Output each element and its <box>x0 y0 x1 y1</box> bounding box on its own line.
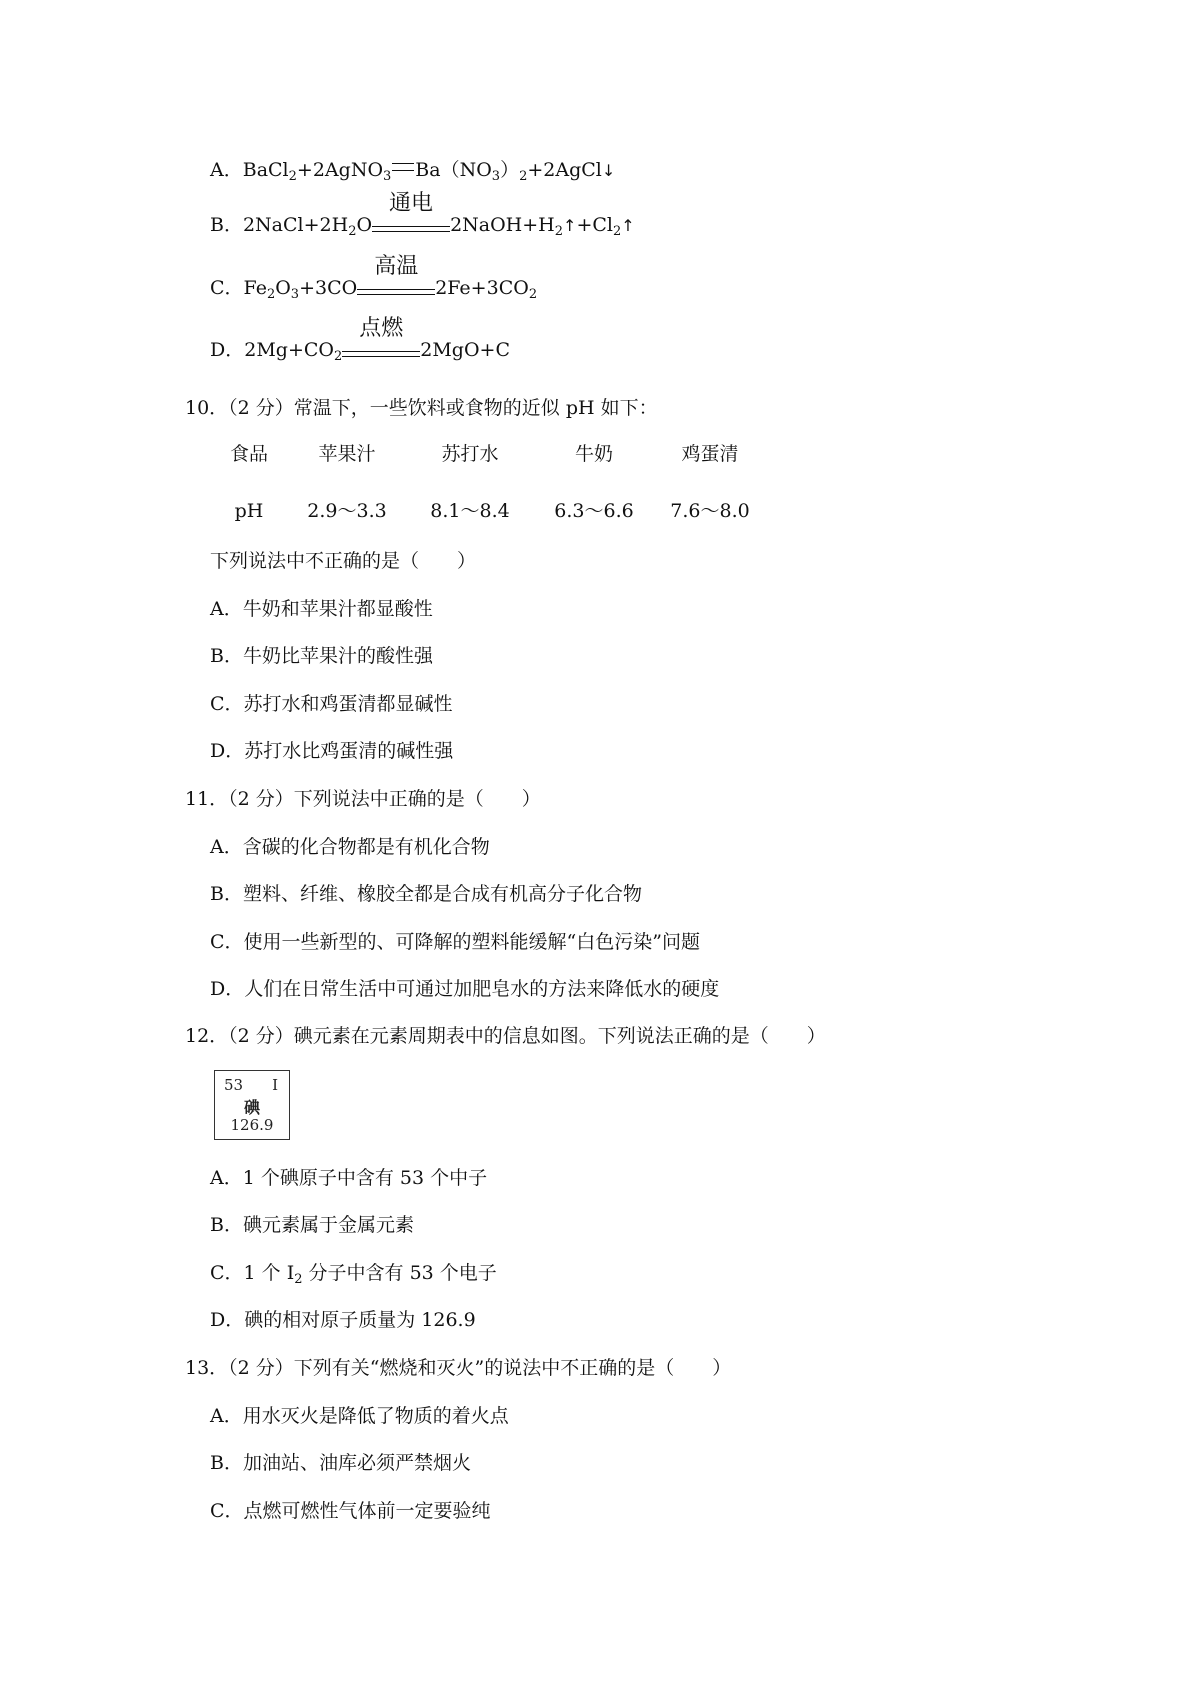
q12-option-c: C．1 个 $I_2$ 分子中含有 53 个电子 <box>210 1262 497 1287</box>
q9-option-a: A．BaCl$_2$+2AgNO$_3$ $Ba(NO_3)_2+2AgCl↓$ <box>210 159 616 184</box>
q9-option-c: C．$Fe_2O_3+3CO$ 高温 $2Fe+3CO_2$ <box>210 254 538 302</box>
q11-option-b: B．塑料、纤维、橡胶全都是合成有机高分子化合物 <box>210 883 642 905</box>
reaction-condition: 通电 <box>372 213 450 237</box>
q13-option-a: A．用水灭火是降低了物质的着火点 <box>210 1405 509 1427</box>
table-cell: 8.1～8.4 <box>430 500 510 522</box>
q12-option-d: D．碘的相对原子质量为 126.9 <box>210 1309 476 1331</box>
q11-option-d: D．人们在日常生活中可通过加肥皂水的方法来降低水的硬度 <box>210 978 720 1000</box>
table-cell: 6.3～6.6 <box>554 500 634 522</box>
table-header-cell: 食品 <box>229 443 268 465</box>
q11-stem: 11．（2 分）下列说法中正确的是（ ） <box>185 788 541 810</box>
table-header-cell: 苹果汁 <box>318 443 376 465</box>
q11-option-c: C．使用一些新型的、可降解的塑料能缓解“白色污染”问题 <box>210 931 700 953</box>
q10-option-a: A．牛奶和苹果汁都显酸性 <box>210 598 433 620</box>
q13-stem: 13．（2 分）下列有关“燃烧和灭火”的说法中不正确的是（ ） <box>185 1357 732 1379</box>
reaction-condition: 高温 <box>357 276 435 300</box>
q12-option-a: A．1 个碘原子中含有 53 个中子 <box>210 1167 488 1189</box>
q12-option-b: B．碘元素属于金属元素 <box>210 1214 414 1236</box>
q10-option-d: D．苏打水比鸡蛋清的碱性强 <box>210 740 454 762</box>
up-arrow-icon: ↑ <box>621 216 635 235</box>
table-header-cell: 鸡蛋清 <box>681 443 739 465</box>
periodic-element-card <box>214 1070 290 1140</box>
up-arrow-icon: ↑ <box>563 216 577 235</box>
table-header-cell: 苏打水 <box>441 443 499 465</box>
q10-option-b: B．牛奶比苹果汁的酸性强 <box>210 645 433 667</box>
q10-option-c: C．苏打水和鸡蛋清都显碱性 <box>210 693 453 715</box>
q11-option-a: A．含碳的化合物都是有机化合物 <box>210 836 490 858</box>
table-cell: 7.6～8.0 <box>670 500 750 522</box>
atomic-number: 53 <box>224 1076 244 1094</box>
table-cell: pH <box>234 500 264 522</box>
table-cell: 2.9～3.3 <box>307 500 387 522</box>
equals-sign <box>392 163 414 171</box>
q10-prompt: 下列说法中不正确的是（ ） <box>210 550 477 572</box>
element-symbol: I <box>272 1076 278 1094</box>
element-name: 碘 <box>243 1098 260 1117</box>
atomic-mass: 126.9 <box>230 1116 274 1134</box>
q13-option-b: B．加油站、油库必须严禁烟火 <box>210 1452 471 1474</box>
down-arrow-icon: ↓ <box>601 161 616 180</box>
q12-stem: 12．（2 分）碘元素在元素周期表中的信息如图。下列说法正确的是（ ） <box>185 1025 826 1047</box>
table-header-cell: 牛奶 <box>574 443 613 465</box>
q9-option-d: D．$2Mg+CO_2$ 点燃 2MgO+C <box>210 316 511 364</box>
reaction-condition: 点燃 <box>342 338 420 362</box>
q9-option-b: B．$2NaCl+2H_2O$ 通电 $2NaOH+H_2↑+Cl_2↑$ <box>210 191 635 239</box>
q10-stem: 10．（2 分）常温下，一些饮料或食物的近似 pH 如下： <box>185 397 658 419</box>
q13-option-c: C．点燃可燃性气体前一定要验纯 <box>210 1500 491 1522</box>
